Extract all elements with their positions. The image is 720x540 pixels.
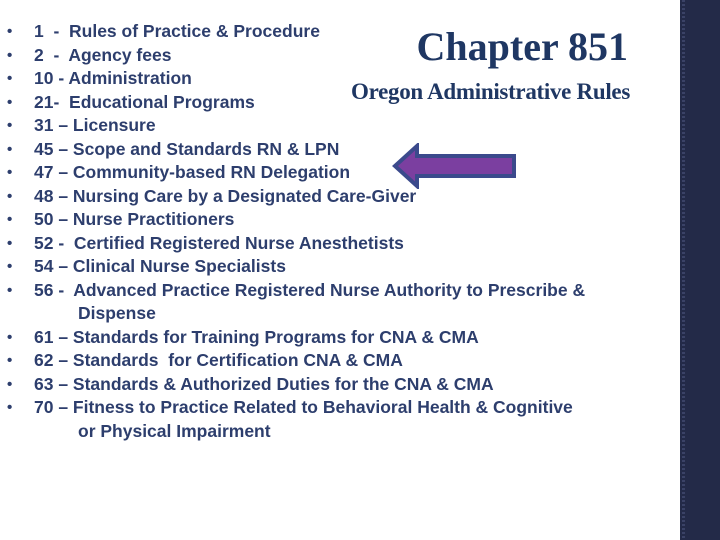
rule-list-item (0, 326, 675, 350)
rule-list-item (0, 373, 675, 397)
rule-item-continuation: or Physical Impairment (78, 420, 271, 441)
rule-item-text: 45 – Scope and Standards RN & LPN (34, 138, 340, 159)
rule-item-text: 70 – Fitness to Practice Related to Behavioral Health & Cognitive (34, 397, 573, 417)
rule-item-text: 54 – Clinical Nurse Specialists (34, 256, 286, 276)
bullet-icon: • (7, 187, 13, 205)
bullet-icon: • (7, 117, 13, 134)
rule-list-item (0, 279, 675, 326)
rule-item-text: 48 – Nursing Care by a Designated Care-Giver (34, 185, 417, 206)
rule-item-text: 1 - Rules of Practice & Procedure (34, 21, 320, 41)
slide-subtitle: Oregon Administrative Rules (351, 79, 630, 104)
rule-item-text: 47 – Community-based RN Delegation (34, 162, 351, 182)
rule-list-item (0, 20, 675, 44)
rule-item-text: 62 – Standards for Certification CNA & CMA (34, 350, 403, 370)
bullet-icon: • (7, 46, 13, 64)
rule-item-text: 61 – Standards for Training Programs for CNA & CMA (34, 326, 479, 347)
bullet-icon: • (7, 281, 13, 299)
rule-list-item (0, 44, 675, 68)
rule-item-text: 52 - Certified Registered Nurse Anesthetists (34, 232, 404, 253)
rule-item-text: 56 - Advanced Practice Registered Nurse Authority to Prescribe & (34, 279, 586, 300)
bullet-icon: • (7, 399, 13, 416)
rule-item-continuation: Dispense (78, 303, 156, 323)
bullet-icon: • (7, 93, 13, 111)
bullet-icon: • (7, 375, 13, 393)
side-bar-stripe (682, 0, 685, 540)
rule-list-item (0, 114, 675, 138)
rule-list-item (0, 185, 675, 209)
bullet-icon: • (7, 258, 13, 275)
bullet-icon: • (7, 140, 13, 158)
bullet-icon: • (7, 23, 13, 40)
rule-list-item (0, 208, 675, 232)
rule-item-text: 31 – Licensure (34, 115, 156, 135)
bullet-icon: • (7, 328, 13, 346)
rule-list-item (0, 349, 675, 373)
bullet-icon: • (7, 211, 13, 228)
rule-list-item (0, 232, 675, 256)
rule-list-item (0, 255, 675, 279)
rule-item-text: 2 - Agency fees (34, 44, 172, 65)
rule-item-text: 21- Educational Programs (34, 91, 255, 112)
bullet-icon: • (7, 234, 13, 252)
bullet-icon: • (7, 70, 13, 87)
rule-list-item (0, 91, 675, 115)
rule-list-item (0, 138, 675, 162)
rule-list-item (0, 67, 675, 91)
rules-list (0, 20, 675, 443)
bullet-icon: • (7, 352, 13, 369)
rule-list-item (0, 161, 675, 185)
slide-title: Chapter 851 (416, 24, 628, 69)
bullet-icon: • (7, 164, 13, 181)
decorative-side-bar (680, 0, 720, 540)
rule-item-text: 10 - Administration (34, 68, 192, 88)
rule-list-item (0, 396, 675, 443)
rule-item-text: 63 – Standards & Authorized Duties for the CNA & CMA (34, 373, 494, 394)
rule-item-text: 50 – Nurse Practitioners (34, 209, 235, 229)
